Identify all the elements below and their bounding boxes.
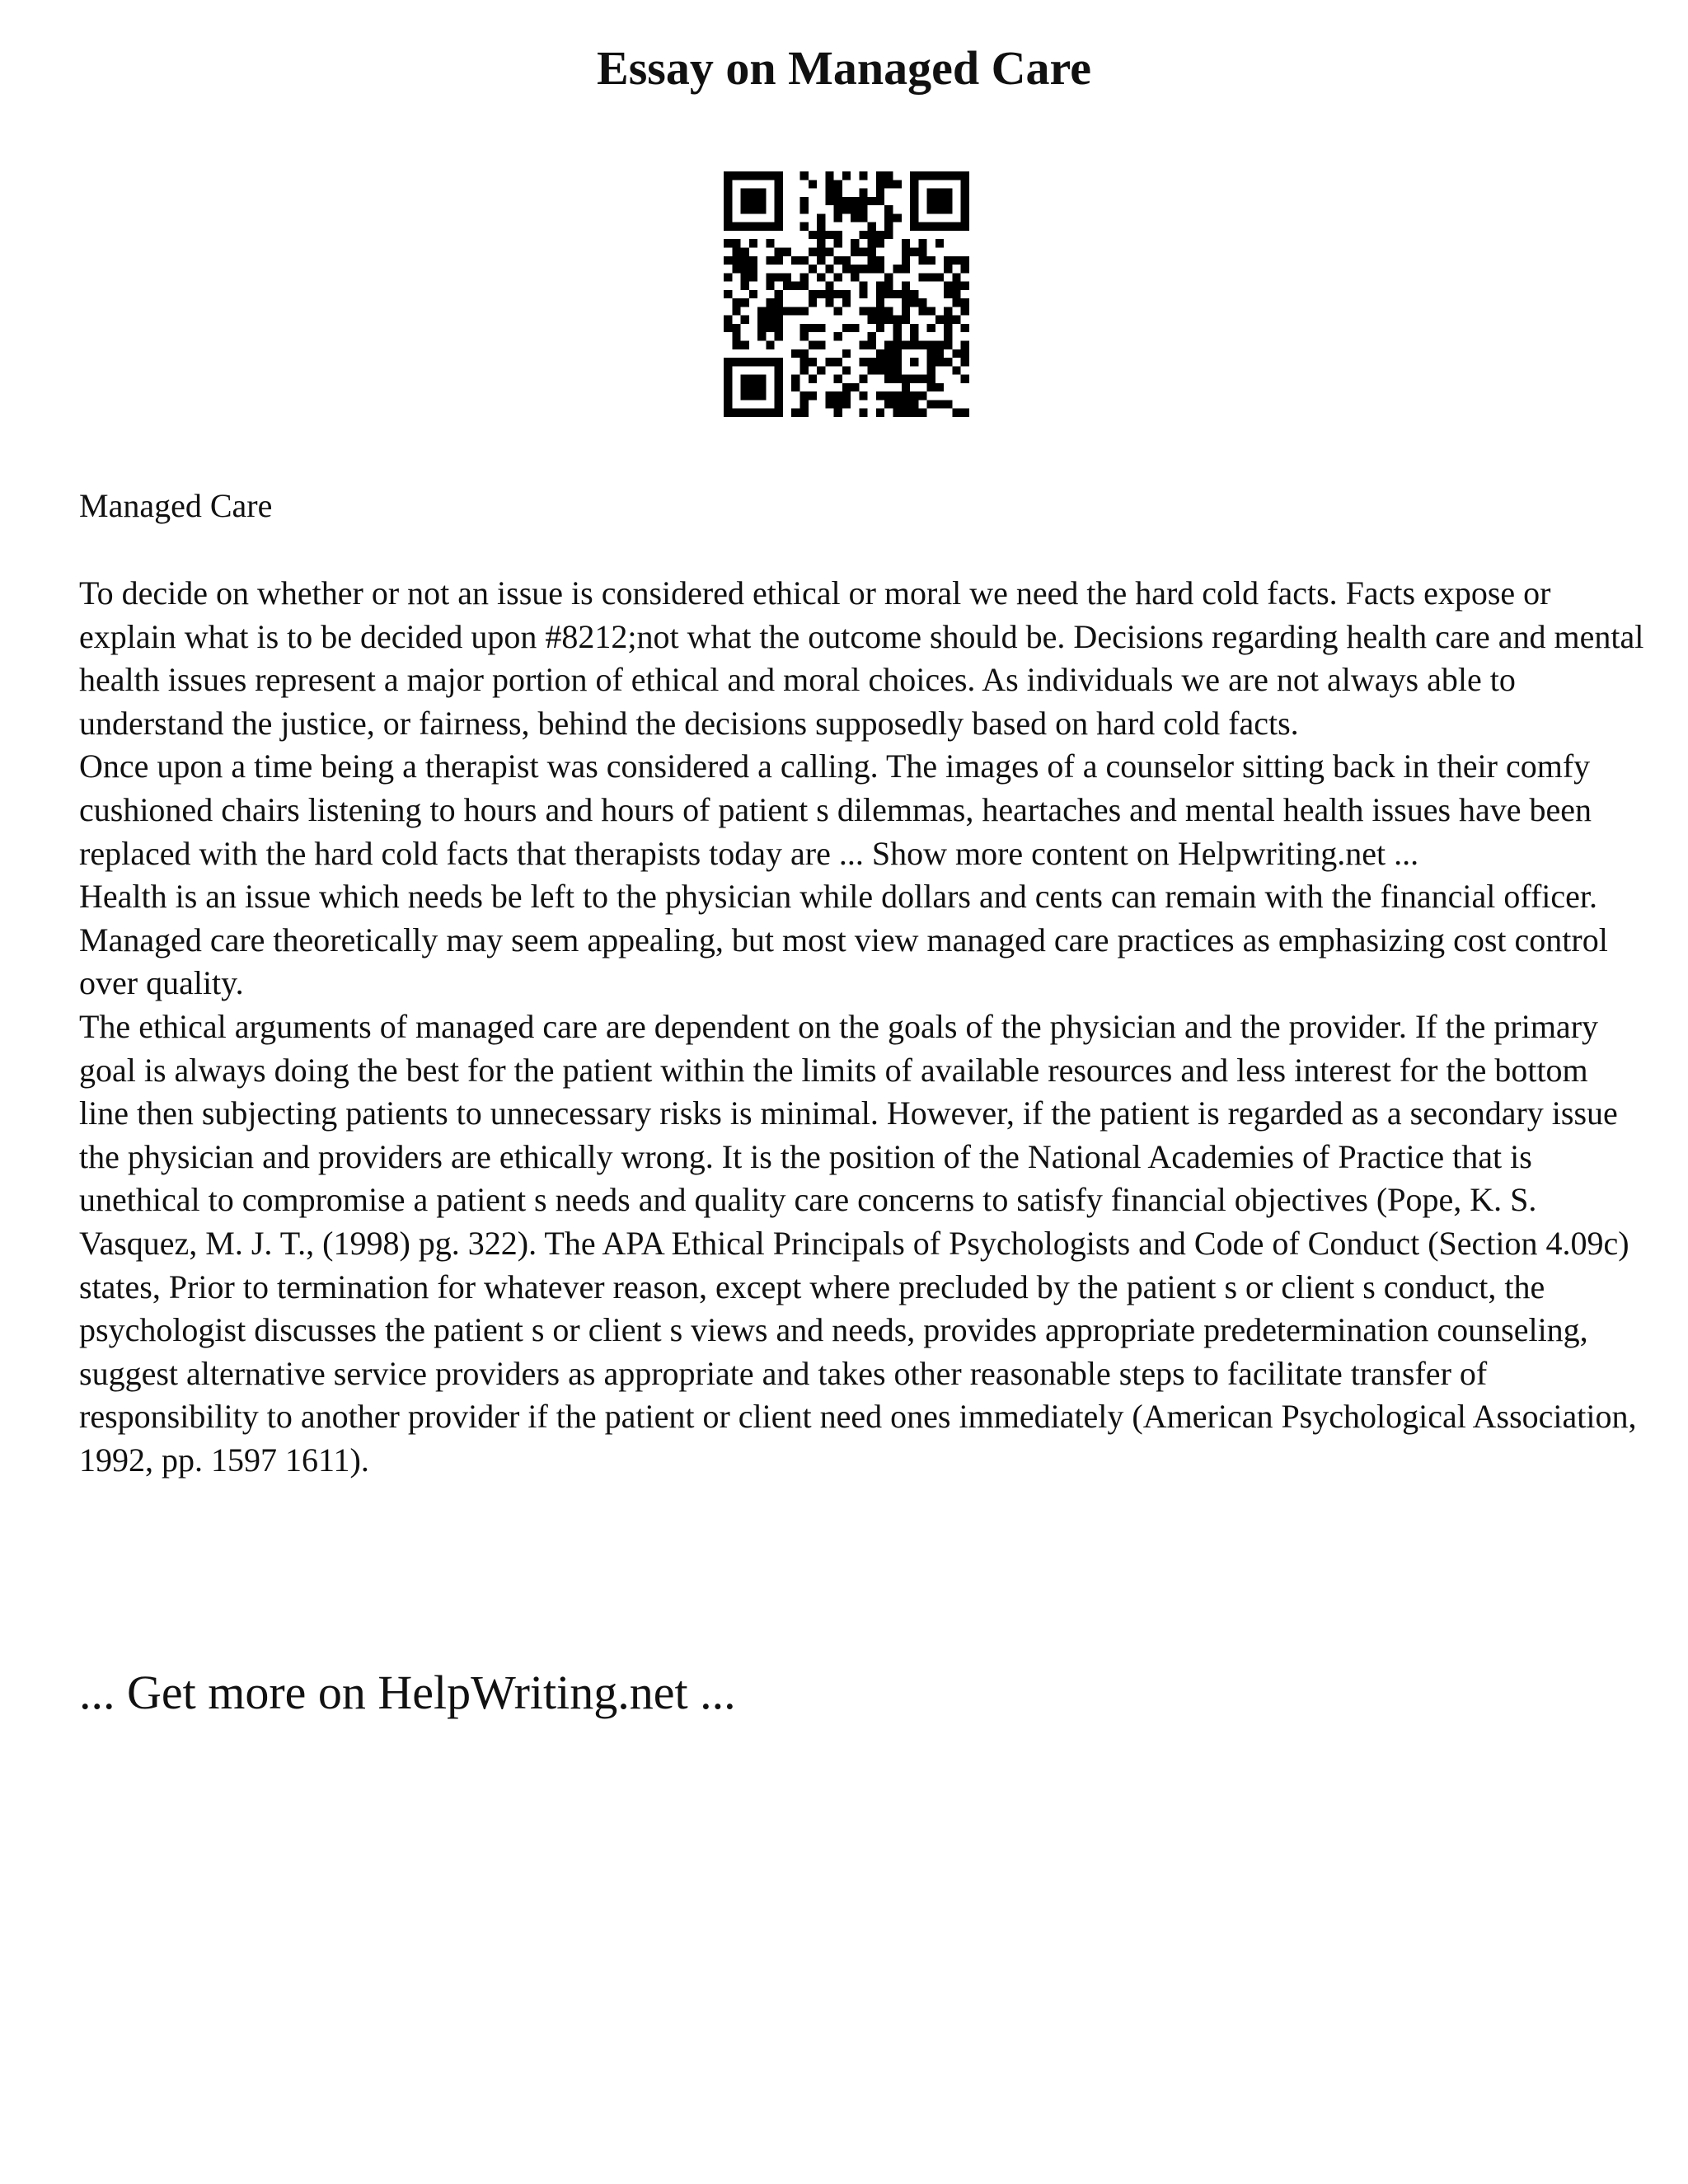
essay-heading: Managed Care — [79, 487, 273, 524]
page-title: Essay on Managed Care — [597, 41, 1091, 95]
essay-body — [79, 572, 1645, 1482]
paragraph: Once upon a time being a therapist was considered a calling. The images of a counselor sitting back in their comfy cushioned chairs listening to hours and hours of patient s dilemmas, heartaches and mental health issues have been replaced with the hard cold facts that therapists today are ... Show more content on Helpwriting.net ... — [79, 748, 1592, 872]
get-more-link[interactable]: ... Get more on HelpWriting.net ... — [79, 1666, 736, 1719]
paragraph: To decide on whether or not an issue is considered ethical or moral we need the hard cold facts. Facts expose or explain what is to be decided upon #8212;not what the outcome should be. Decisions regarding health care and mental health issues represent a major portion of ethical and moral choices. As individuals we are not always able to understand the justice, or fairness, behind the decisions supposedly based on hard cold facts. — [79, 574, 1644, 742]
paragraph: The ethical arguments of managed care are dependent on the goals of the physician and the provider. If the primary goal is always doing the best for the patient within the limits of available resources and less interest for the bottom line then subjecting patients to unnecessary risks is minimal. However, if the patient is regarded as a secondary issue the physician and providers are ethically wrong. It is the position of the National Academies of Practice that is unethical to compromise a patient s needs and quality care concerns to satisfy financial objectives (Pope, K. S. Vasquez, M. J. T., (1998) pg. 322). The APA Ethical Principals of Psychologists and Code of Conduct (Section 4.09c) states, Prior to termination for whatever reason, except where precluded by the patient s or client s conduct, the psychologist discusses the patient s or client s views and needs, provides appropriate predetermination counseling, suggest alternative service providers as appropriate and takes other reasonable steps to facilitate transfer of responsibility to another provider if the patient or client need ones immediately (American Psychological Association, 1992, pp. 1597 1611). — [79, 1007, 1637, 1479]
paragraph: Health is an issue which needs be left to the physician while dollars and cents can remain with the financial officer. Managed care theoretically may seem appealing, but most view managed care practices as emphasizing cost control over quality. — [79, 878, 1608, 1002]
qr-code-icon — [724, 171, 969, 417]
